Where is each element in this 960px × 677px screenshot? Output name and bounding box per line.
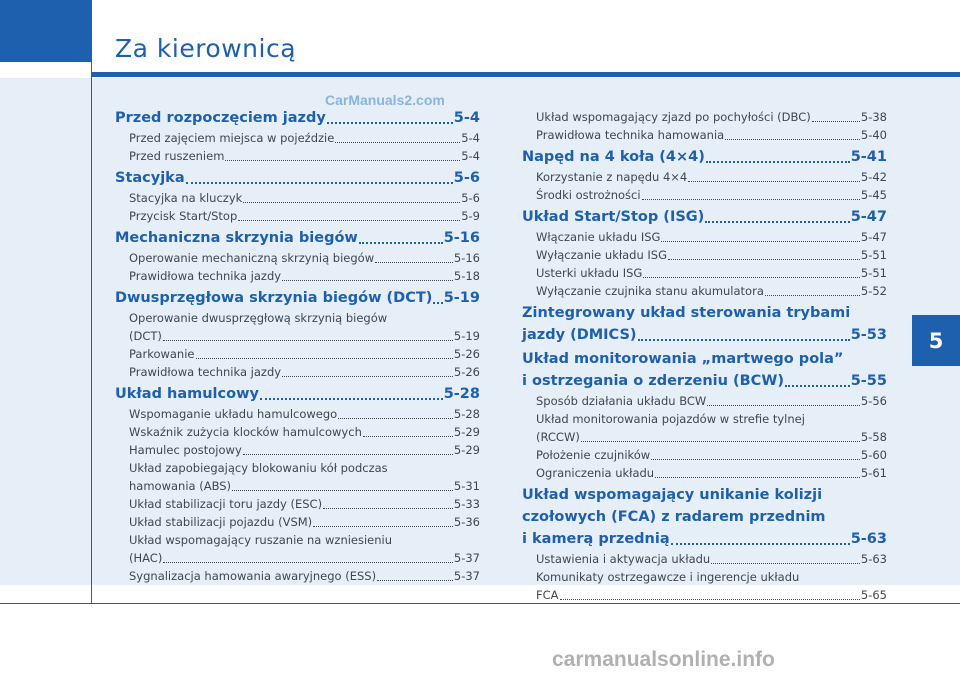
toc-entry-line: Operowanie dwusprzęgłową skrzynią biegów xyxy=(129,311,388,325)
toc-section-leader xyxy=(186,182,453,184)
toc-entry-label: Korzystanie z napędu 4×4 xyxy=(536,170,688,184)
toc-section[interactable] xyxy=(115,383,480,405)
toc-entry[interactable] xyxy=(522,282,887,300)
toc-section-label: Napęd na 4 koła (4×4) xyxy=(522,149,705,165)
toc-section[interactable] xyxy=(115,167,480,189)
toc-section-page: 5-16 xyxy=(443,230,480,246)
toc-entry-leader xyxy=(225,160,460,161)
toc-entry[interactable] xyxy=(115,423,480,441)
toc-entry-leader xyxy=(560,599,860,600)
toc-entry-leader xyxy=(668,259,860,260)
toc-entry-label: Stacyjka na kluczyk xyxy=(129,191,243,205)
toc-entry-page: 5-40 xyxy=(860,128,887,142)
toc-entry-label: Prawidłowa technika jazdy xyxy=(129,269,282,283)
toc-section[interactable] xyxy=(522,370,887,392)
toc-entry-leader xyxy=(377,580,453,581)
toc-section-page: 5-19 xyxy=(443,290,480,306)
toc-entry[interactable] xyxy=(522,186,887,204)
toc-section-leader xyxy=(706,161,850,163)
toc-entry-leader xyxy=(655,477,860,478)
toc-entry-leader xyxy=(163,340,453,341)
toc-section-page: 5-41 xyxy=(850,149,887,165)
toc-entry-line: Układ wspomagający ruszanie na wzniesieniu xyxy=(129,533,393,547)
toc-section-page: 5-28 xyxy=(443,386,480,402)
toc-section-line: czołowych (FCA) z radarem przednim xyxy=(522,509,826,525)
toc-section-label: Układ hamulcowy xyxy=(115,386,259,402)
toc-entry[interactable] xyxy=(522,550,887,568)
toc-entry-line: Układ monitorowania pojazdów w strefie tylnej xyxy=(536,412,805,426)
toc-entry-leader xyxy=(232,490,453,491)
toc-entry-page: 5-45 xyxy=(860,188,887,202)
toc-section-page: 5-4 xyxy=(453,110,480,126)
toc-entry-line: Układ zapobiegający blokowaniu kół podczas xyxy=(129,461,388,475)
toc-entry-label: (RCCW) xyxy=(536,430,580,444)
toc-section-label: i ostrzegania o zderzeniu (BCW) xyxy=(522,373,784,389)
toc-entry[interactable] xyxy=(115,129,480,147)
toc-entry[interactable] xyxy=(522,126,887,144)
toc-entry-page: 5-36 xyxy=(453,515,480,529)
toc-entry-leader xyxy=(725,139,860,140)
toc-entry[interactable] xyxy=(115,363,480,381)
toc-entry-leader xyxy=(243,454,453,455)
toc-section-leader xyxy=(327,122,453,124)
toc-entry-page: 5-29 xyxy=(453,425,480,439)
toc-section[interactable] xyxy=(522,324,887,346)
toc-entry-page: 5-42 xyxy=(860,170,887,184)
toc-entry[interactable] xyxy=(115,249,480,267)
toc-section-label: Przed rozpoczęciem jazdy xyxy=(115,110,326,126)
toc-entry-page: 5-4 xyxy=(461,131,480,145)
toc-entry-leader xyxy=(238,220,460,221)
toc-section-leader xyxy=(705,221,849,223)
toc-entry-leader xyxy=(688,181,860,182)
toc-entry[interactable] xyxy=(115,189,480,207)
toc-entry-page: 5-28 xyxy=(453,407,480,421)
toc-entry-leader xyxy=(711,563,860,564)
toc-entry-page: 5-61 xyxy=(860,466,887,480)
toc-entry-label: Sposób działania układu BCW xyxy=(536,394,707,408)
toc-entry-label: Przycisk Start/Stop xyxy=(129,209,238,223)
toc-entry[interactable] xyxy=(522,228,887,246)
toc-section-line: Układ monitorowania „martwego pola” xyxy=(522,351,844,367)
page-title: Za kierownicą xyxy=(115,34,297,63)
toc-entry[interactable] xyxy=(115,567,480,585)
toc-entry[interactable] xyxy=(115,477,480,495)
toc-entry-label: Prawidłowa technika hamowania xyxy=(536,128,725,142)
toc-section-leader xyxy=(671,543,850,545)
toc-entry-label: Prawidłowa technika jazdy xyxy=(129,365,282,379)
toc-entry-label: Wyłączanie czujnika stanu akumulatora xyxy=(536,284,764,298)
toc-section-label: Układ Start/Stop (ISG) xyxy=(522,209,705,225)
toc-entry-leader xyxy=(643,277,860,278)
toc-section-page: 5-55 xyxy=(850,373,887,389)
toc-entry-page: 5-51 xyxy=(860,248,887,262)
toc-entry[interactable] xyxy=(115,495,480,513)
toc-entry-label: FCA xyxy=(536,588,559,602)
toc-entry-label: Sygnalizacja hamowania awaryjnego (ESS) xyxy=(129,569,377,583)
toc-section-leader xyxy=(359,242,443,244)
toc-entry[interactable] xyxy=(115,207,480,225)
toc-entry[interactable] xyxy=(522,586,887,604)
toc-entry[interactable] xyxy=(522,446,887,464)
toc-entry-label: (HAC) xyxy=(129,551,163,565)
toc-section[interactable] xyxy=(522,528,887,550)
toc-entry-page: 5-31 xyxy=(453,479,480,493)
toc-entry-label: Układ wspomagający zjazd po pochyłości (DBC) xyxy=(536,110,811,124)
toc-section-label: Dwusprzęgłowa skrzynia biegów (DCT) xyxy=(115,290,433,306)
toc-entry-label: Wskaźnik zużycia klocków hamulcowych xyxy=(129,425,362,439)
toc-entry[interactable] xyxy=(522,264,887,282)
toc-entry-label: Układ stabilizacji pojazdu (VSM) xyxy=(129,515,313,529)
toc-entry[interactable] xyxy=(522,168,887,186)
toc-entry-label: Położenie czujników xyxy=(536,448,651,462)
toc-entry-leader xyxy=(581,441,860,442)
toc-section-label: jazdy (DMICS) xyxy=(522,327,637,343)
toc-entry-label: Usterki układu ISG xyxy=(536,266,643,280)
toc-entry[interactable] xyxy=(522,392,887,410)
corner-block xyxy=(0,0,92,62)
toc-section-page: 5-47 xyxy=(850,209,887,225)
toc-section-line: Zintegrowany układ sterowania trybami xyxy=(522,305,851,321)
toc-section[interactable] xyxy=(522,146,887,168)
toc-entry-leader xyxy=(375,262,453,263)
toc-entry[interactable] xyxy=(115,441,480,459)
toc-entry-leader xyxy=(313,526,453,527)
toc-entry-leader xyxy=(651,459,860,460)
toc-entry-page: 5-4 xyxy=(461,149,480,163)
toc-entry-leader xyxy=(282,280,453,281)
toc-entry-label: (DCT) xyxy=(129,329,162,343)
toc-entry-page: 5-9 xyxy=(461,209,480,223)
toc-entry[interactable] xyxy=(115,267,480,285)
toc-entry-page: 5-29 xyxy=(453,443,480,457)
toc-entry[interactable] xyxy=(115,513,480,531)
toc-entry-label: Hamulec postojowy xyxy=(129,443,242,457)
toc-entry-label: Włączanie układu ISG xyxy=(536,230,661,244)
toc-entry-page: 5-37 xyxy=(453,569,480,583)
toc-right-column xyxy=(522,108,887,606)
toc-section-line: Układ wspomagający unikanie kolizji xyxy=(522,487,823,503)
toc-entry-page: 5-18 xyxy=(453,269,480,283)
toc-entry-line: Komunikaty ostrzegawcze i ingerencje układu xyxy=(536,570,800,584)
toc-section[interactable] xyxy=(115,107,480,129)
toc-entry-label: Ograniczenia układu xyxy=(536,466,655,480)
toc-entry-label: Parkowanie xyxy=(129,347,195,361)
toc-entry-page: 5-37 xyxy=(453,551,480,565)
toc-entry-page: 5-19 xyxy=(453,329,480,343)
toc-section-leader xyxy=(433,302,442,304)
toc-section-page: 5-63 xyxy=(850,531,887,547)
toc-entry[interactable] xyxy=(522,108,887,126)
toc-entry-leader xyxy=(642,199,860,200)
toc-section-page: 5-6 xyxy=(453,170,480,186)
toc-section-page: 5-53 xyxy=(850,327,887,343)
toc-entry-page: 5-58 xyxy=(860,430,887,444)
header-rule xyxy=(92,72,960,77)
section-gap xyxy=(522,604,887,606)
toc-section-leader xyxy=(638,339,850,341)
toc-entry-leader xyxy=(363,436,453,437)
toc-entry-page: 5-52 xyxy=(860,284,887,298)
toc-entry-page: 5-33 xyxy=(453,497,480,511)
toc-section[interactable] xyxy=(522,206,887,228)
toc-entry-label: Układ stabilizacji toru jazdy (ESC) xyxy=(129,497,323,511)
toc-entry[interactable] xyxy=(522,464,887,482)
toc-entry[interactable] xyxy=(115,549,480,567)
toc-entry-leader xyxy=(282,376,453,377)
toc-entry-label: Ustawienia i aktywacja układu xyxy=(536,552,711,566)
toc-entry[interactable] xyxy=(115,405,480,423)
toc-entry-page: 5-26 xyxy=(453,365,480,379)
toc-entry-leader xyxy=(163,562,453,563)
section-gap xyxy=(115,585,480,587)
toc-entry-page: 5-60 xyxy=(860,448,887,462)
toc-entry-page: 5-56 xyxy=(860,394,887,408)
toc-entry-page: 5-63 xyxy=(860,552,887,566)
chapter-tab[interactable]: 5 xyxy=(912,315,960,366)
toc-left-column xyxy=(115,107,480,587)
toc-entry-leader xyxy=(335,142,460,143)
toc-section-label: Stacyjka xyxy=(115,170,185,186)
toc-section[interactable] xyxy=(115,227,480,249)
toc-entry-label: Przed ruszeniem xyxy=(129,149,225,163)
toc-entry[interactable] xyxy=(115,327,480,345)
toc-entry-leader xyxy=(338,418,453,419)
vertical-rule xyxy=(91,62,92,603)
toc-entry-leader xyxy=(243,202,460,203)
toc-entry-label: Przed zajęciem miejsca w pojeździe xyxy=(129,131,335,145)
toc-entry-page: 5-6 xyxy=(461,191,480,205)
toc-entry-leader xyxy=(765,295,860,296)
toc-entry[interactable] xyxy=(522,246,887,264)
toc-entry-page: 5-51 xyxy=(860,266,887,280)
toc-entry-leader xyxy=(707,405,860,406)
toc-entry-page: 5-26 xyxy=(453,347,480,361)
toc-entry-label: Wyłączanie układu ISG xyxy=(536,248,668,262)
toc-section-leader xyxy=(785,385,850,387)
toc-entry-page: 5-38 xyxy=(860,110,887,124)
toc-entry[interactable] xyxy=(522,428,887,446)
toc-entry[interactable] xyxy=(115,147,480,165)
toc-entry-label: Środki ostrożności xyxy=(536,188,641,202)
toc-entry-leader xyxy=(812,121,860,122)
toc-entry-label: hamowania (ABS) xyxy=(129,479,232,493)
toc-entry-label: Operowanie mechaniczną skrzynią biegów xyxy=(129,251,375,265)
watermark-bottom: carmanualsonline.info xyxy=(552,648,775,671)
toc-section-label: i kamerą przednią xyxy=(522,531,670,547)
watermark-top: CarManuals2.com xyxy=(325,92,445,108)
toc-entry-page: 5-47 xyxy=(860,230,887,244)
toc-section-label: Mechaniczna skrzynia biegów xyxy=(115,230,358,246)
toc-entry-leader xyxy=(661,241,859,242)
toc-entry-leader xyxy=(196,358,453,359)
toc-entry-label: Wspomaganie układu hamulcowego xyxy=(129,407,338,421)
toc-entry-page: 5-16 xyxy=(453,251,480,265)
toc-entry[interactable] xyxy=(115,345,480,363)
toc-section-leader xyxy=(260,398,443,400)
toc-section[interactable] xyxy=(115,287,480,309)
toc-entry-leader xyxy=(323,508,453,509)
toc-entry-page: 5-65 xyxy=(860,588,887,602)
